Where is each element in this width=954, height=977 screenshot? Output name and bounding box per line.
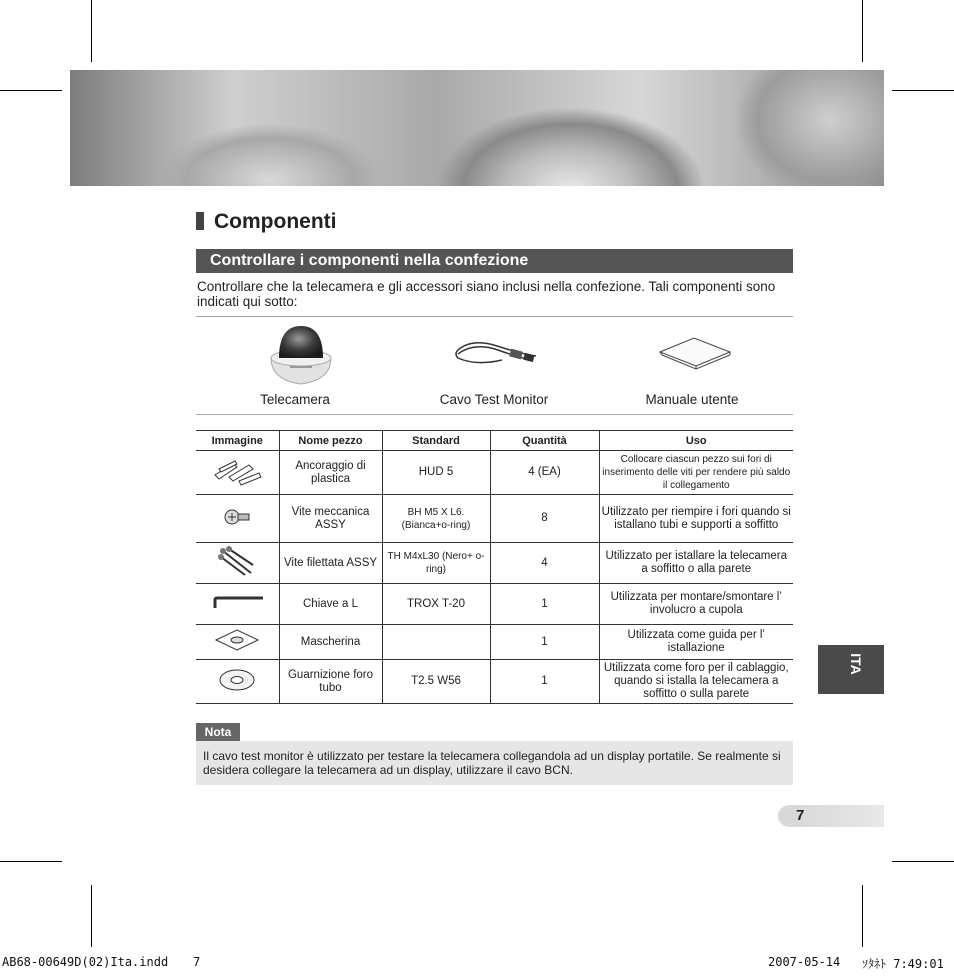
- header-banner-image: [70, 70, 884, 186]
- part-name: Guarnizione foro tubo: [279, 660, 382, 704]
- note-box: [196, 741, 793, 785]
- part-image-cell: [196, 625, 279, 660]
- part-use: Utilizzata per montare/smontare l’ involucro a cupola: [599, 584, 793, 625]
- col-header-quantity: Quantità: [490, 431, 599, 451]
- page-title: [196, 210, 336, 234]
- part-name: Mascherina: [279, 625, 382, 660]
- divider: [196, 316, 793, 317]
- plastic-anchor-icon: [209, 455, 265, 487]
- part-image-cell: [196, 451, 279, 495]
- crop-mark: [91, 885, 92, 947]
- table-row: [196, 660, 793, 704]
- crop-mark: [862, 885, 863, 947]
- part-image-cell: [196, 584, 279, 625]
- part-image-cell: [196, 660, 279, 704]
- tube-grommet-icon: [217, 667, 257, 693]
- table-header-row: [196, 431, 793, 451]
- intro-text: Controllare che la telecamera e gli accessori siano inclusi nella confezione. Tali componenti sono indicati qui sotto:: [197, 279, 776, 309]
- part-image-cell: [196, 495, 279, 543]
- l-wrench-icon: [207, 592, 267, 612]
- table-row: [196, 451, 793, 495]
- part-quantity: 4: [490, 543, 599, 584]
- part-standard: T2.5 W56: [382, 660, 490, 704]
- table-row: [196, 625, 793, 660]
- note-text: Il cavo test monitor è utilizzato per testare la telecamera collegandola ad un display portatile. Se realmente si desidera collegare la telecamera ad un display, utilizzare il cavo BCN.: [203, 749, 781, 777]
- part-quantity: 8: [490, 495, 599, 543]
- footer-page: 7: [193, 955, 201, 969]
- part-name: Ancoraggio di plastica: [279, 451, 382, 495]
- part-name: Vite meccanica ASSY: [279, 495, 382, 543]
- crop-mark: [892, 861, 954, 862]
- language-tab-label: ITA: [848, 653, 864, 675]
- table-row: [196, 495, 793, 543]
- section-header: [196, 249, 793, 273]
- page-number: 7: [796, 807, 805, 824]
- page-title-text: Componenti: [214, 210, 337, 233]
- part-quantity: 1: [490, 660, 599, 704]
- footer-date: 2007-05-14: [768, 955, 841, 969]
- crop-mark: [0, 90, 62, 91]
- col-header-image: Immagine: [196, 431, 279, 451]
- part-standard: TROX T-20: [382, 584, 490, 625]
- page-number-badge: [778, 805, 884, 827]
- footer-time: ｿﾀﾈﾄ 7:49:01: [862, 957, 944, 971]
- machine-screw-icon: [222, 505, 252, 529]
- part-use: Utilizzata come foro per il cablaggio, quando si istalla la telecamera a soffitto o sulla parete: [599, 660, 793, 704]
- tapping-screw-icon: [217, 545, 257, 577]
- part-use: Utilizzato per istallare la telecamera a soffitto o alla parete: [599, 543, 793, 584]
- col-header-standard: Standard: [382, 431, 490, 451]
- col-header-name: Nome pezzo: [279, 431, 382, 451]
- component-label-camera: Telecamera: [260, 392, 330, 407]
- cable-image: [452, 334, 542, 370]
- part-quantity: 1: [490, 625, 599, 660]
- part-use: Collocare ciascun pezzo sui fori di inserimento delle viti per rendere più saldo il collegamento: [599, 451, 793, 495]
- part-quantity: 4 (EA): [490, 451, 599, 495]
- manual-image: [656, 334, 734, 370]
- part-image-cell: [196, 543, 279, 584]
- title-marker: [196, 212, 204, 230]
- note-label: Nota: [196, 723, 240, 741]
- part-quantity: 1: [490, 584, 599, 625]
- crop-mark: [862, 0, 863, 62]
- part-standard: BH M5 X L6. (Bianca+o-ring): [382, 495, 490, 543]
- table-row: [196, 543, 793, 584]
- language-tab: [818, 645, 884, 694]
- component-label-manual: Manuale utente: [645, 392, 739, 407]
- part-name: Vite filettata ASSY: [279, 543, 382, 584]
- parts-table: [196, 430, 793, 704]
- part-standard: TH M4xL30 (Nero+ o-ring): [382, 543, 490, 584]
- col-header-use: Uso: [599, 431, 793, 451]
- divider: [196, 414, 793, 415]
- footer-filename: AB68-00649D(02)Ita.indd: [2, 955, 169, 969]
- table-row: [196, 584, 793, 625]
- crop-mark: [91, 0, 92, 62]
- camera-image: [266, 322, 336, 386]
- crop-mark: [892, 90, 954, 91]
- crop-mark: [0, 861, 62, 862]
- part-standard: HUD 5: [382, 451, 490, 495]
- part-standard: [382, 625, 490, 660]
- template-icon: [212, 627, 262, 653]
- part-use: Utilizzato per riempire i fori quando si istallano tubi e supporti a soffitto: [599, 495, 793, 543]
- part-use: Utilizzata come guida per l’ istallazione: [599, 625, 793, 660]
- section-title: Controllare i componenti nella confezione: [210, 252, 529, 269]
- part-name: Chiave a L: [279, 584, 382, 625]
- component-label-cable: Cavo Test Monitor: [439, 392, 549, 407]
